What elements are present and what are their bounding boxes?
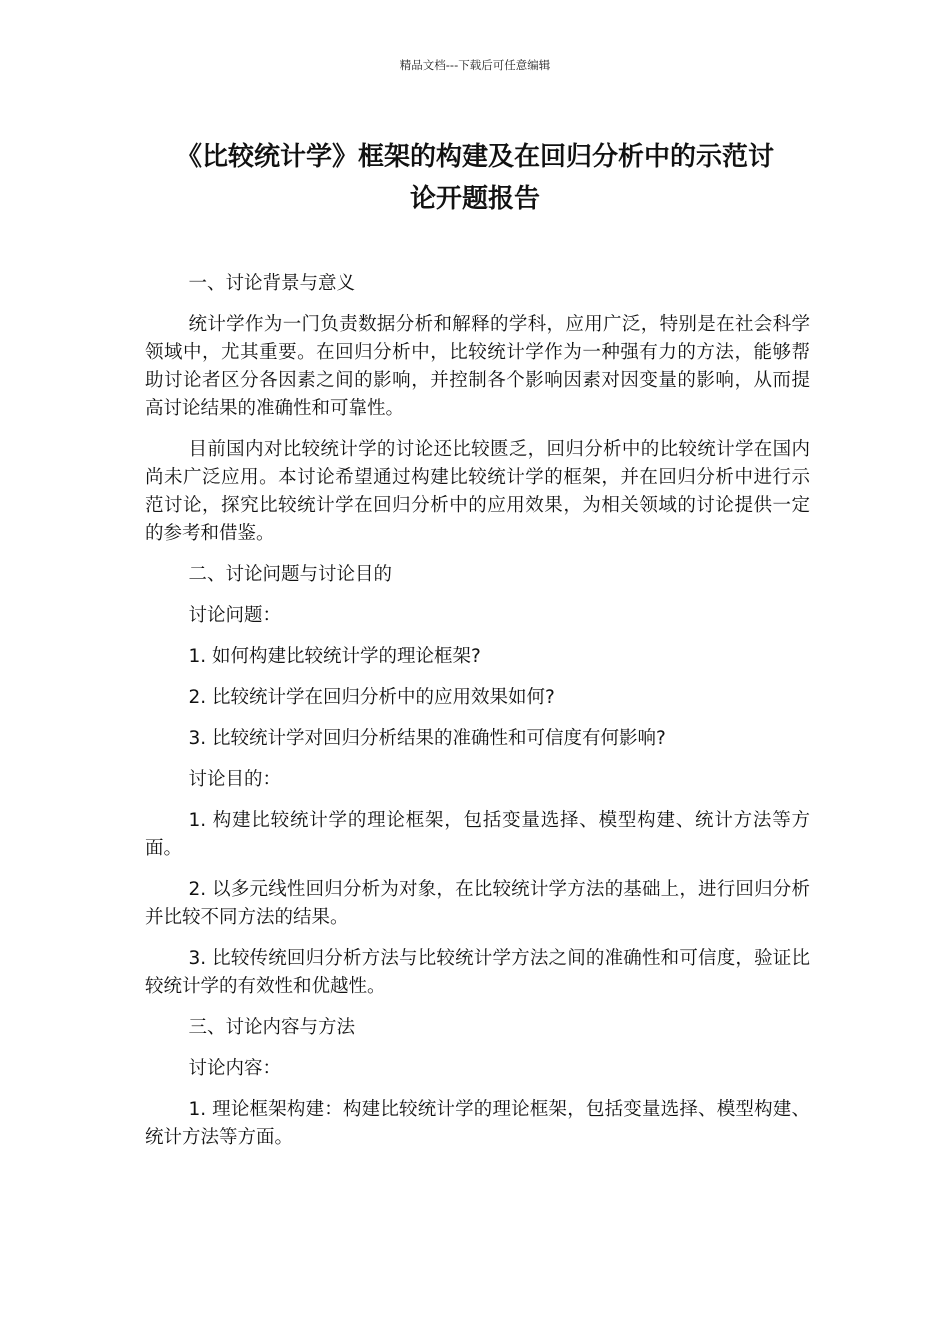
- title-line-2: 论开题报告: [409, 184, 540, 214]
- list-item: 2. 以多元线性回归分析为对象，在比较统计学方法的基础上，进行回归分析并比较不同方法的结果。: [145, 879, 810, 928]
- subheading-objectives: 讨论目的：: [188, 769, 281, 790]
- document-title: [130, 136, 820, 220]
- page-header: 精品文档---下载后可任意编辑: [399, 58, 551, 72]
- paragraph: 目前国内对比较统计学的讨论还比较匮乏，回归分析中的比较统计学在国内尚未广泛应用。本讨论希望通过构建比较统计学的框架，并在回归分析中进行示范讨论，探究比较统计学在回归分析中的应用效果，为相关领域的讨论提供一定的参考和借鉴。: [145, 439, 810, 544]
- list-item: 1. 如何构建比较统计学的理论框架?: [188, 646, 481, 667]
- subheading-content: 讨论内容：: [188, 1058, 281, 1079]
- list-item: 1. 理论框架构建：构建比较统计学的理论框架，包括变量选择、模型构建、统计方法等方面。: [145, 1099, 810, 1148]
- list-item: 3. 比较传统回归分析方法与比较统计学方法之间的准确性和可信度，验证比较统计学的有效性和优越性。: [145, 948, 810, 997]
- section-heading-methods: 三、讨论内容与方法: [188, 1017, 355, 1038]
- section-heading-questions: 二、讨论问题与讨论目的: [188, 564, 392, 585]
- list-item: 3. 比较统计学对回归分析结果的准确性和可信度有何影响?: [188, 728, 666, 749]
- title-line-1: 《比较统计学》框架的构建及在回归分析中的示范讨: [175, 142, 774, 172]
- document-body: [145, 270, 810, 1165]
- subheading-questions: 讨论问题：: [188, 605, 281, 626]
- list-item: 1. 构建比较统计学的理论框架，包括变量选择、模型构建、统计方法等方面。: [145, 810, 810, 859]
- section-heading-background: 一、讨论背景与意义: [188, 273, 355, 294]
- paragraph: 统计学作为一门负责数据分析和解释的学科，应用广泛，特别是在社会科学领域中，尤其重要。在回归分析中，比较统计学作为一种强有力的方法，能够帮助讨论者区分各因素之间的影响，并控制各个影响因素对因变量的影响，从而提高讨论结果的准确性和可靠性。: [145, 314, 810, 419]
- list-item: 2. 比较统计学在回归分析中的应用效果如何?: [188, 687, 555, 708]
